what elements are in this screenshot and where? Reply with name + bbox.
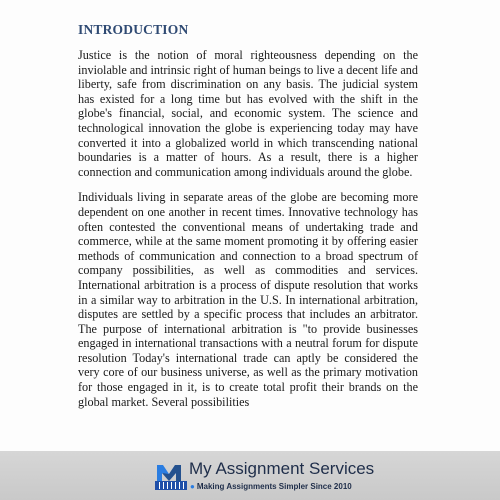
document-body <box>78 22 418 420</box>
bullet-icon: ● <box>190 482 195 491</box>
footer-banner <box>0 451 500 500</box>
paragraph-1: Justice is the notion of moral righteousness depending on the inviolable and intrinsic right of human beings to live a decent life and liberty, safe from discrimination on any basis. The judicial system has existed for a long time but has evolved with the shift in the globe's financial, social, and economic system. The science and technological innovation the globe is experiencing today may have converted it into a globalized world in which transcending national boundaries is a matter of hours. As a result, there is a higher connection and communication among individuals around the globe. <box>78 48 418 179</box>
paragraph-2: Individuals living in separate areas of the globe are becoming more dependent on one another in recent times. Innovative technology has often contested the conventional means of undertaking trade and commerce, while at the same moment promoting it by offering easier methods of communication and connection to a broad spectrum of company possibilities, as well as commodities and services. International arbitration is a process of dispute resolution that works in a similar way to arbitration in the U.S. In international arbitration, disputes are settled by a specific process that includes an arbitrator. The purpose of international arbitration is "to provide businesses engaged in international transactions with a neutral forum for dispute resolution Today's international trade can aptly be considered the very core of our business universe, as well as the primary motivation for those engaged in it, is to create total profit their brands on the global market. Several possibilities <box>78 190 418 409</box>
brand-name: My Assignment Services <box>189 459 375 478</box>
tagline-row <box>155 481 352 491</box>
flag-icon <box>155 481 187 490</box>
tagline-text: Making Assignments Simpler Since 2010 <box>196 482 352 491</box>
section-heading: INTRODUCTION <box>78 22 189 37</box>
